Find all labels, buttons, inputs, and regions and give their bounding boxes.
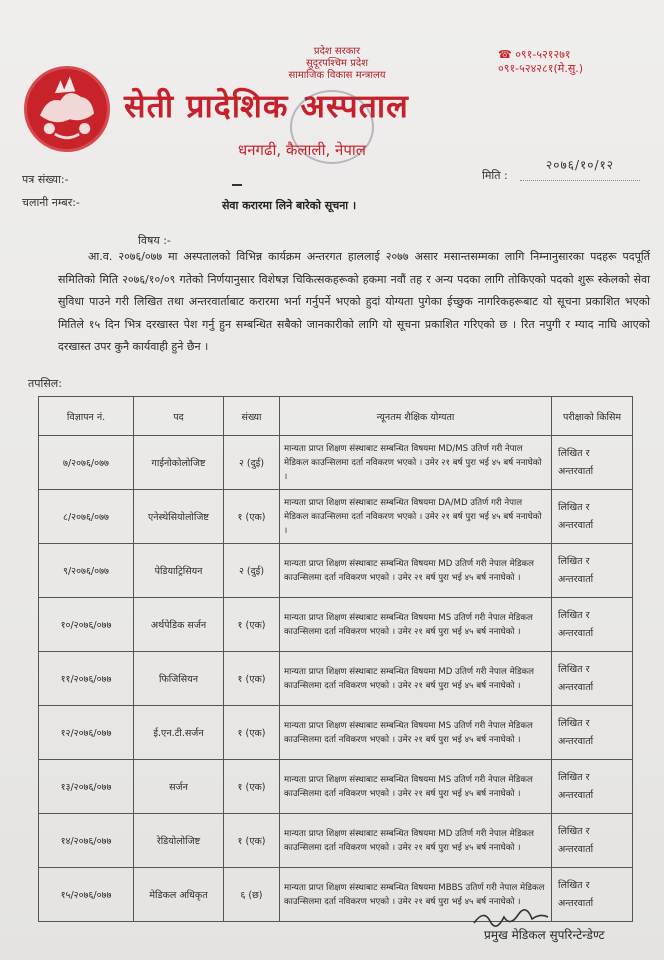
signatory-title: प्रमुख मेडिकल सुपरिन्टेन्डेण्ट [484,928,605,942]
vacancy-table [38,396,633,922]
emblem-icon [27,69,107,149]
count-cell: १ (एक) [224,490,280,544]
count-cell: २ (दुई) [224,544,280,598]
table-row [39,706,633,760]
hospital-location: धनगढी, कैलाली, नेपाल [238,141,366,159]
count-cell: २ (दुई) [224,436,280,490]
exam-cell: लिखित र अन्तरवार्ता [552,706,633,760]
exam-cell: लिखित र अन्तरवार्ता [552,760,633,814]
table-row [39,544,633,598]
notice-title: सेवा करारमा लिने बारेको सूचना । [222,199,357,212]
post-cell: रेडियोलोजिष्ट [134,814,224,868]
qualification-cell: मान्यता प्राप्त शिक्षण संस्थाबाट सम्बन्धित विषयमा MS उतिर्ण गरी नेपाल मेडिकल काउन्सिलमा दर्ता नविकरण भएको । उमेर २१ बर्ष पुरा भई ४५ बर्ष ननाघेको । [280,706,552,760]
count-cell: ६ (छ) [224,868,280,922]
count-cell: १ (एक) [224,706,280,760]
ad-no-cell: ७/२०७६/०७७ [39,436,134,490]
exam-cell: लिखित र अन्तरवार्ता [552,490,633,544]
notice-paragraph: आ.व. २०७६/०७७ मा अस्पतालको विभिन्न कार्यक्रम अन्तरगत हाललाई २०७७ असार मसान्तसम्मका लागि निम्नानुसारका पदहरू पदपूर्ति समितिको मिति २०७६/१०/०९ गतेको निर्णयानुसार विशेषज्ञ चिकित्सकहरूको हकमा नवौं तह र अन्य पदका लागि तोकिएको पदको शुरू स्केलको सेवा सुविधा पाउने गरी लिखित तथा अन्तरवार्ताबाट करारमा भर्ना गर्नुपर्ने भएको हुदां योग्यता पुगेका ईच्छुक नागरिकहरूबाट यो सूचना प्रकाशित भएको मितिले १५ दिन भित्र दरखास्त पेश गर्नु हुन सम्बन्धित सबैको जानकारीको लागि यो सूचना प्रकाशित गरिएको छ । रित नपुगी र म्याद नाघि आएको दरखास्त उपर कुनै कार्यवाही हुने छैन । [58,250,650,353]
qualification-cell: मान्यता प्राप्त शिक्षण संस्थाबाट सम्बन्धित विषयमा MD उतिर्ण गरी नेपाल मेडिकल काउन्सिलमा दर्ता नविकरण भएको । उमेर २१ बर्ष पुरा भई ४५ बर्ष ननाघेको । [280,814,552,868]
header-count: संख्या [224,397,280,436]
post-cell: मेडिकल अधिकृत [134,868,224,922]
qualification-cell: मान्यता प्राप्त शिक्षण संस्थाबाट सम्बन्धित विषयमा DA/MD उतिर्ण गरी नेपाल मेडिकल काउन्सिलमा दर्ता नविकरण भएको । उमेर २१ बर्ष पुरा भई ४५ बर्ष ननाघेको । [280,490,552,544]
phone-1: ☎ ०९१-५२१२७१ [498,48,571,61]
ad-no-cell: १३/२०७६/०७७ [39,760,134,814]
post-cell: सर्जन [134,760,224,814]
exam-cell: लिखित र अन्तरवार्ता [552,868,633,922]
count-cell: १ (एक) [224,652,280,706]
letter-no-label: पत्र संख्या:- [22,173,69,186]
dash-mark [232,184,242,186]
table-row [39,814,633,868]
table-row [39,490,633,544]
header-qualification: न्यूनतम शैक्षिक योग्यता [280,397,552,436]
count-cell: १ (एक) [224,598,280,652]
ad-no-cell: ११/२०७६/०७७ [39,652,134,706]
notice-body [58,246,650,359]
exam-cell: लिखित र अन्तरवार्ता [552,598,633,652]
header-post: पद [134,397,224,436]
ad-no-cell: १२/२०७६/०७७ [39,706,134,760]
date-label: मिति : [482,169,508,182]
header-ad-no: विज्ञापन नं. [39,397,134,436]
count-cell: १ (एक) [224,760,280,814]
post-cell: गाईनोकोलोजिष्ट [134,436,224,490]
nepal-emblem-logo [24,66,110,152]
table-row [39,436,633,490]
dispatch-no-label: चलानी नम्बर:- [22,196,80,209]
ad-no-cell: ८/२०७६/०७७ [39,490,134,544]
qualification-cell: मान्यता प्राप्त शिक्षण संस्थाबाट सम्बन्धित विषयमा MD उतिर्ण गरी नेपाल मेडिकल काउन्सिलमा दर्ता नविकरण भएको । उमेर २१ बर्ष पुरा भई ४५ बर्ष ननाघेको । [280,652,552,706]
ad-no-cell: १४/२०७६/०७७ [39,814,134,868]
ad-no-cell: १५/२०७६/०७७ [39,868,134,922]
qualification-cell: मान्यता प्राप्त शिक्षण संस्थाबाट सम्बन्धित विषयमा MS उतिर्ण गरी नेपाल मेडिकल काउन्सिलमा दर्ता नविकरण भएको । उमेर २१ बर्ष पुरा भई ४५ बर्ष ननाघेको । [280,760,552,814]
exam-cell: लिखित र अन्तरवार्ता [552,652,633,706]
gov-line-1: प्रदेश सरकार [313,46,361,57]
count-cell: १ (एक) [224,814,280,868]
exam-cell: लिखित र अन्तरवार्ता [552,544,633,598]
subject-label: विषय :- [138,234,171,247]
date-value: २०७६/१०/१२ [546,158,615,172]
hospital-name: सेती प्रादेशिक अस्पताल [124,87,409,125]
exam-cell: लिखित र अन्तरवार्ता [552,436,633,490]
gov-line-2: सुदूरपश्चिम प्रदेश [306,58,368,69]
table-row [39,760,633,814]
table-row [39,652,633,706]
qualification-cell: मान्यता प्राप्त शिक्षण संस्थाबाट सम्बन्धित विषयमा MD उतिर्ण गरी नेपाल मेडिकल काउन्सिलमा दर्ता नविकरण भएको । उमेर २१ बर्ष पुरा भई ४५ बर्ष ननाघेको । [280,544,552,598]
header-exam-type: परीक्षाको किसिम [552,397,633,436]
table-row [39,598,633,652]
ad-no-cell: ९/२०७६/०७७ [39,544,134,598]
phone-2: ०९१-५२४२८१(मे.सु.) [498,62,584,75]
table-header-row [39,397,633,436]
post-cell: ई.एन.टी.सर्जन [134,706,224,760]
post-cell: एनेस्थेसियोलोजिष्ट [134,490,224,544]
qualification-cell: मान्यता प्राप्त शिक्षण संस्थाबाट सम्बन्धित विषयमा MD/MS उतिर्ण गरी नेपाल मेडिकल काउन्सिलमा दर्ता नविकरण भएको । उमेर २१ बर्ष पुरा भई ४५ बर्ष ननाघेको । [280,436,552,490]
date-underline [520,180,640,181]
qualification-cell: मान्यता प्राप्त शिक्षण संस्थाबाट सम्बन्धित विषयमा MBBS उतिर्ण गरी नेपाल मेडिकल काउन्सिलमा दर्ता नविकरण भएको । उमेर २१ बर्ष पुरा भई ४५ बर्ष ननाघेको । [280,868,552,922]
exam-cell: लिखित र अन्तरवार्ता [552,814,633,868]
post-cell: अर्थपेडिक सर्जन [134,598,224,652]
details-label: तपसिल: [28,377,62,390]
post-cell: फिजिसियन [134,652,224,706]
gov-line-3: सामाजिक विकास मन्त्रालय [288,70,386,81]
post-cell: पेडियाट्रिसियन [134,544,224,598]
qualification-cell: मान्यता प्राप्त शिक्षण संस्थाबाट सम्बन्धित विषयमा MS उतिर्ण गरी नेपाल मेडिकल काउन्सिलमा दर्ता नविकरण भएको । उमेर २१ बर्ष पुरा भई ४५ बर्ष ननाघेको । [280,598,552,652]
ad-no-cell: १०/२०७६/०७७ [39,598,134,652]
